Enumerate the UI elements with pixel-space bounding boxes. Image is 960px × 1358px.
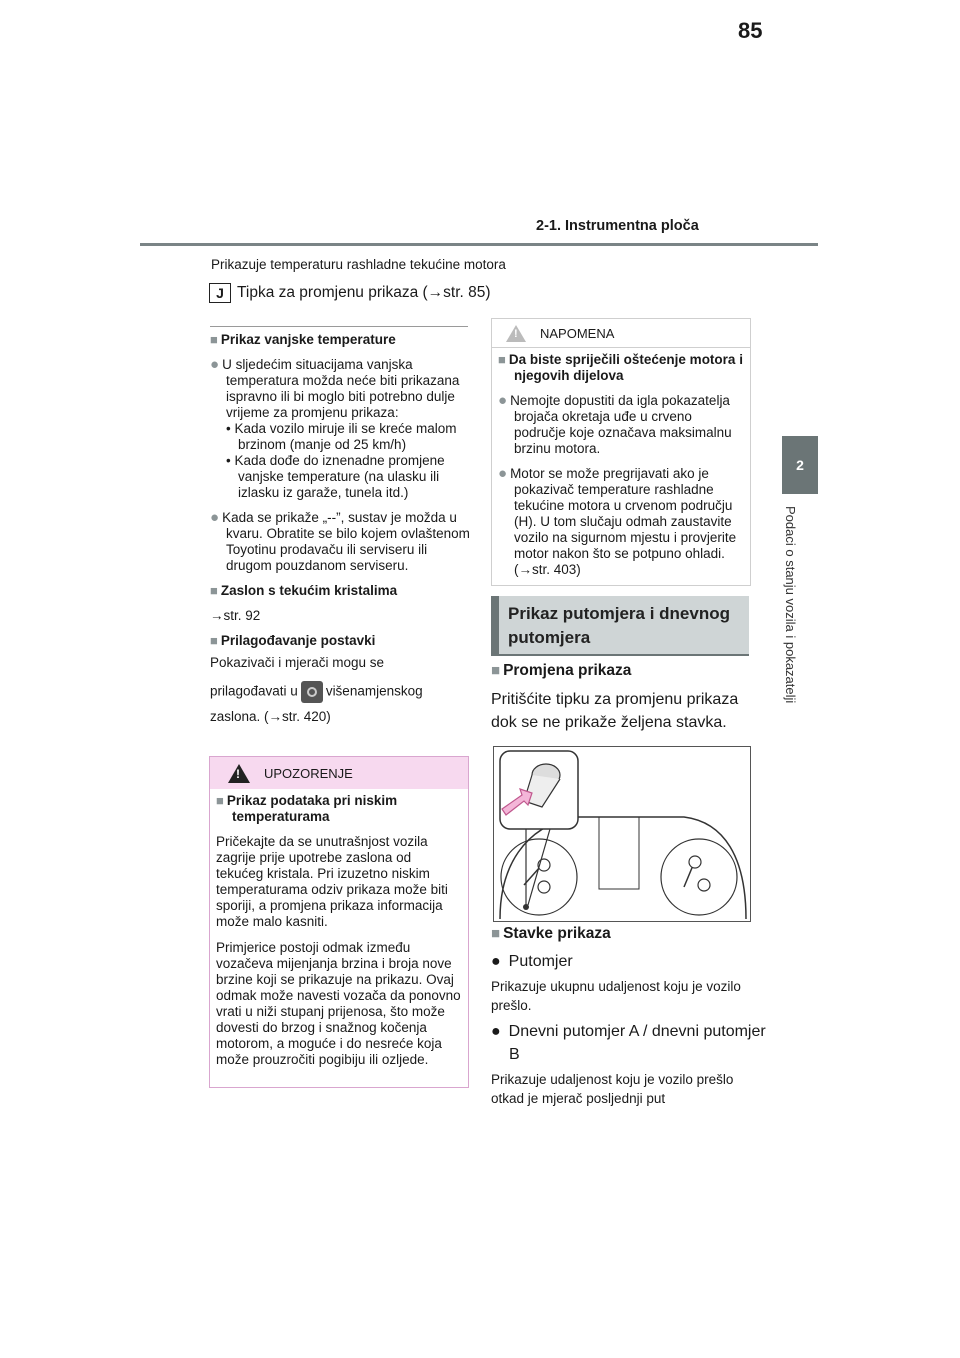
warning-para2: Primjerice postoji odmak između vozačeva mijenjanja brzina i broja nove brzine koji se prikazuje na prikazu. Ovaj odmak može navesti vozača da ponovno vrati u niži stupanj prijenosa, što može dovesti do brzog i snažnog kočenja motorom, a moguće i do nesreće koja može prouzročiti pogibiju ili ozljede. [216,940,461,1067]
list-item: • Kada dođe do iznenadne promjene vanjske temperature (na ulasku ili izlasku iz garaže, tunela itd.) [226,453,445,500]
settings-gear-icon [301,681,323,703]
warning-header [210,757,468,789]
key-j-badge: J [209,283,231,303]
key-j-line [209,283,491,303]
notice-header [492,319,750,348]
item-trip-meter: ● Dnevni putomjer A / dnevni putomjer B [491,1023,766,1063]
warning-heading: ■ Prikaz podataka pri niskim temperaturama [216,793,398,824]
settings-line2: prilagođavati u višenamjenskog [210,681,472,703]
notice-para1: ● Nemojte dopustiti da igla pokazatelja brojača okretaja uđe u crveno područje koje označava maksimalnu brzinu motora. [498,392,732,456]
section-title: 2-1. Instrumentna ploča [536,218,699,234]
intro-line: Prikazuje temperaturu rashladne tekućine motora [211,257,506,272]
odometer-section-heading: Prikaz putomjera i dnevnog putomjera [491,596,749,656]
heading-outside-temp: ■ Prikaz vanjske temperature [210,332,396,347]
warning-triangle-icon [228,764,250,783]
left-divider [210,326,468,327]
notice-para2: ● Motor se može pregrijavati ako je pokazivač temperature rashladne tekućine motora u crvenom području (H). U tom slučaju odmah zaustavite vozilo na sigurnom mjestu i provjerite motor nakon što se potpuno ohladi. (→str. 403) [498,465,737,577]
settings-line1: Pokazivači i mjerači mogu se [210,655,385,670]
warning-box [209,756,469,1088]
heading-lcd: ■ Zaslon s tekućim kristalima [210,583,398,598]
header-divider [140,243,818,246]
instrument-cluster-illustration [493,746,751,922]
warning-para1: Pričekajte da se unutrašnjost vozila zagrije prije upotrebe zaslona od tekućeg kristala. Pri izuzetno niskim temperaturama odziv prikaza može biti sporiji, a promjena prikaza informacija može malo kasniti. [216,834,448,929]
cluster-drawing [494,747,750,921]
notice-heading: ■ Da biste spriječili oštećenje motora i njegovih dijelova [498,352,743,383]
lcd-reference: →str. 92 [210,608,261,623]
heading-settings: ■ Prilagođavanje postavki [210,633,376,648]
page-number: 85 [738,18,763,43]
chapter-side-label [758,506,838,766]
para-outside-temp: ● U sljedećim situacijama vanjska temperatura možda neće biti prikazana ispravno ili bi moglo biti potrebno dulje vrijeme za promjenu prikaza: [210,356,460,420]
list-item: • Kada vozilo miruje ili se kreće malom brzinom (manje od 25 km/h) [226,421,457,452]
settings-line3: zaslona. (→str. 420) [210,709,331,724]
item-trip-meter-desc: Prikazuje udaljenost koju je vozilo prešlo otkad je mjerač posljednji put [491,1072,734,1106]
item-odometer: ● Putomjer [491,953,573,970]
para-fault: ● Kada se prikaže „--”, sustav je možda u kvaru. Obratite se bilo kojem ovlaštenom Toyotinu prodavaču ili serviseru ili drugom pouzdanom serviseru. [210,509,470,573]
chapter-title: Podaci o stanju vozila i pokazatelji [783,506,798,704]
item-odometer-desc: Prikazuje ukupnu udaljenost koju je vozilo prešlo. [491,979,741,1013]
warning-title: UPOZORENJE [264,765,353,781]
notice-box [491,318,751,586]
notice-triangle-icon [506,325,526,342]
left-column [210,330,472,725]
notice-title: NAPOMENA [540,325,615,341]
heading-change-display: ■ Promjena prikaza [491,662,632,679]
key-j-text: Tipka za promjenu prikaza (→str. 85) [237,284,491,301]
heading-display-items: ■ Stavke prikaza [491,925,611,942]
chapter-tab: 2 [782,436,818,494]
para-change-display: Pritišćite tipku za promjenu prikaza dok se ne prikaže željena stavka. [491,691,739,731]
